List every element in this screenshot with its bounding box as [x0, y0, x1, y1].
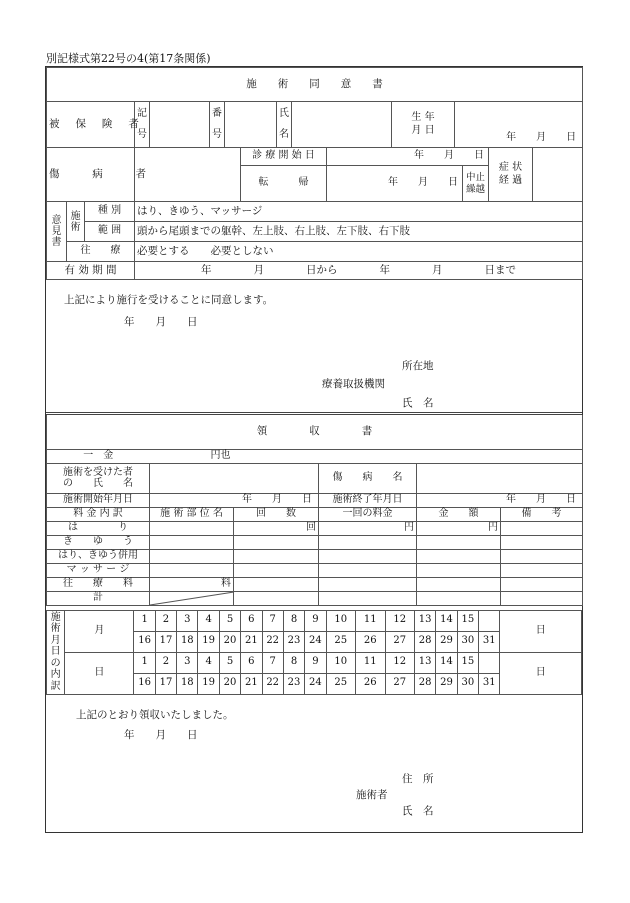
- day-cell[interactable]: 10: [326, 610, 355, 631]
- day-cell[interactable]: 23: [283, 631, 304, 652]
- location-label: 所在地: [402, 360, 434, 372]
- fee-unit-field[interactable]: [319, 549, 417, 563]
- day-cell-empty[interactable]: [479, 610, 500, 631]
- day-cell[interactable]: 18: [177, 631, 198, 652]
- day-cell[interactable]: 19: [198, 631, 219, 652]
- fee-amount-field[interactable]: [417, 549, 501, 563]
- day-cell[interactable]: 28: [415, 631, 436, 652]
- transfer-date-field[interactable]: 年 月 日: [327, 166, 463, 202]
- consent-sign-name: 氏 名: [402, 397, 434, 409]
- breakdown-row: [47, 610, 582, 631]
- fee-count-field[interactable]: [234, 535, 319, 549]
- day-cell[interactable]: 30: [457, 673, 478, 694]
- day-cell[interactable]: 16: [134, 631, 155, 652]
- fee-part-field[interactable]: [150, 535, 234, 549]
- day-cell[interactable]: 28: [415, 673, 436, 694]
- day-cell[interactable]: 1: [134, 652, 155, 673]
- bango-label: 番 号: [210, 102, 225, 148]
- day-cell[interactable]: 26: [356, 631, 385, 652]
- fee-row: [47, 521, 583, 535]
- receipt-patient-table: [46, 463, 583, 508]
- fee-amount-field[interactable]: [417, 563, 501, 577]
- receipt-head-table: [46, 415, 583, 450]
- fee-count-field[interactable]: [234, 577, 319, 591]
- fee-total-part-cell: [150, 591, 234, 605]
- exam-start-label: 診 療 開 始 日: [241, 148, 327, 166]
- fee-row-label: は り: [47, 521, 150, 535]
- valid-label: 有 効 期 間: [47, 262, 135, 280]
- day-cell[interactable]: 8: [283, 610, 304, 631]
- day-cell[interactable]: 31: [479, 631, 500, 652]
- day-label: 日: [65, 652, 134, 694]
- fee-header-part: 施 術 部 位 名: [150, 507, 234, 521]
- day-cell[interactable]: 11: [356, 610, 385, 631]
- amount-prefix: 一 金: [47, 449, 150, 463]
- form-caption: 別記様式第22号の4(第17条関係): [46, 52, 211, 65]
- opinion-table: [46, 201, 583, 262]
- fee-note-field[interactable]: [501, 577, 583, 591]
- fee-header-amount: 金 額: [417, 507, 501, 521]
- fee-row: [47, 535, 583, 549]
- day-cell[interactable]: 7: [262, 610, 283, 631]
- receipt-sign-name: 氏 名: [402, 804, 434, 817]
- fee-note-field[interactable]: [501, 521, 583, 535]
- receipt-amount-table: [46, 449, 583, 464]
- day-cell[interactable]: 25: [326, 673, 355, 694]
- day-cell[interactable]: 21: [241, 673, 262, 694]
- day-cell[interactable]: 26: [356, 673, 385, 694]
- practitioner-label: 施術者: [356, 788, 388, 801]
- day-cell[interactable]: 16: [134, 673, 155, 694]
- fee-unit-field[interactable]: [319, 577, 417, 591]
- day-cell[interactable]: 13: [415, 610, 436, 631]
- diagonal-slash: [150, 592, 234, 606]
- exam-start-field[interactable]: 年 月 日: [327, 148, 489, 166]
- fee-count-field[interactable]: [234, 563, 319, 577]
- amount-field[interactable]: [233, 449, 583, 463]
- form-sheet: [45, 66, 583, 833]
- receipt-sick-label: 傷 病 名: [319, 463, 417, 493]
- fee-total-label: 計: [47, 591, 150, 605]
- day-cell[interactable]: 31: [479, 673, 500, 694]
- institution-label: 療養取扱機関: [322, 378, 385, 390]
- valid-table: [46, 261, 583, 280]
- range-value: 頭から尾頭までの躯幹、左上肢、右上肢、左下肢、右下肢: [135, 222, 583, 242]
- day-cell[interactable]: 14: [436, 652, 457, 673]
- fee-unit-field[interactable]: [319, 591, 417, 605]
- day-cell[interactable]: 29: [436, 673, 457, 694]
- patient-name-label: 施術を受けた者 の 氏 名: [47, 463, 150, 493]
- agree-date[interactable]: 年 月 日: [124, 316, 198, 328]
- day-cell[interactable]: 22: [262, 631, 283, 652]
- fee-row: [47, 549, 583, 563]
- range-label: 範 囲: [85, 222, 135, 242]
- birth-date-field[interactable]: 年 月 日: [455, 102, 583, 148]
- fee-unit-yen[interactable]: 円: [319, 521, 417, 535]
- day-cell[interactable]: 4: [198, 652, 219, 673]
- day-cell[interactable]: 9: [305, 652, 326, 673]
- day-cell[interactable]: 2: [155, 610, 176, 631]
- day-cell[interactable]: 17: [155, 673, 176, 694]
- fee-part-field[interactable]: [150, 563, 234, 577]
- day-cell[interactable]: 3: [177, 610, 198, 631]
- day-cell[interactable]: 2: [155, 652, 176, 673]
- address-label: 住 所: [402, 772, 434, 785]
- agree-text: 上記により施行を受けることに同意します。: [64, 294, 274, 306]
- day-cell[interactable]: 24: [305, 673, 326, 694]
- day-cell[interactable]: 18: [177, 673, 198, 694]
- end-label: 施術終了年月日: [319, 493, 417, 507]
- day-cell[interactable]: 17: [155, 631, 176, 652]
- end-date-field[interactable]: 年 月 日: [417, 493, 583, 507]
- fee-count-field[interactable]: [234, 549, 319, 563]
- day-cell[interactable]: 12: [385, 610, 414, 631]
- visit-label: 往 療: [67, 242, 135, 262]
- start-date-field[interactable]: 年 月 日: [150, 493, 319, 507]
- valid-value[interactable]: 年 月 日から 年 月 日まで: [135, 262, 583, 280]
- day-cell[interactable]: 12: [385, 652, 414, 673]
- transfer-label: 転 帰: [241, 166, 327, 202]
- day-cell[interactable]: 15: [457, 652, 478, 673]
- consent-title: 施 術 同 意 書: [47, 68, 583, 102]
- fee-header-count: 回 数: [234, 507, 319, 521]
- symptom-label: 症 状 経 過: [489, 148, 533, 202]
- opinion-label: 意見書: [47, 202, 67, 262]
- patient-name-field[interactable]: [150, 463, 319, 493]
- fee-part-field[interactable]: [150, 521, 234, 535]
- fee-note-field[interactable]: [501, 535, 583, 549]
- receipt-foot: [46, 695, 582, 817]
- day-cell[interactable]: 23: [283, 673, 304, 694]
- day-cell-empty[interactable]: [479, 652, 500, 673]
- day-cell[interactable]: 29: [436, 631, 457, 652]
- insured-name-label: 氏 名: [277, 102, 292, 148]
- fee-note-field[interactable]: [501, 591, 583, 605]
- sejutsu-label: 施術: [67, 202, 85, 242]
- fee-table: [46, 507, 583, 606]
- receipt-sick-field[interactable]: [417, 463, 583, 493]
- day-cell[interactable]: 6: [241, 652, 262, 673]
- day-cell[interactable]: 27: [385, 673, 414, 694]
- bango-field[interactable]: [225, 102, 277, 148]
- sick-table: [46, 147, 583, 202]
- fee-header-breakdown: 料 金 内 訳: [47, 507, 150, 521]
- day-cell[interactable]: 5: [219, 652, 240, 673]
- visit-fee-unit: 料: [150, 577, 234, 591]
- kind-label: 種 別: [85, 202, 135, 222]
- month-total[interactable]: 日: [500, 610, 582, 652]
- day-cell[interactable]: 25: [326, 631, 355, 652]
- kind-value: はり、きゆう、マッサージ: [135, 202, 583, 222]
- day-cell[interactable]: 22: [262, 673, 283, 694]
- day-cell[interactable]: 15: [457, 610, 478, 631]
- closing-date[interactable]: 年 月 日: [124, 728, 198, 741]
- fee-row: [47, 563, 583, 577]
- day-cell[interactable]: 4: [198, 610, 219, 631]
- insured-name-field[interactable]: [292, 102, 392, 148]
- fee-count-field[interactable]: [234, 591, 319, 605]
- receipt-title: 領 収 書: [47, 415, 583, 449]
- day-cell[interactable]: 24: [305, 631, 326, 652]
- day-cell[interactable]: 8: [283, 652, 304, 673]
- day-cell[interactable]: 20: [219, 673, 240, 694]
- day-cell[interactable]: 3: [177, 652, 198, 673]
- agree-area: [46, 280, 582, 412]
- day-cell[interactable]: 5: [219, 610, 240, 631]
- breakdown-label: 施術月日の内訳: [47, 610, 65, 694]
- day-cell[interactable]: 21: [241, 631, 262, 652]
- fee-row-label: き ゆ う: [47, 535, 150, 549]
- day-cell[interactable]: 7: [262, 652, 283, 673]
- breakdown-row: [47, 652, 582, 673]
- day-cell[interactable]: 20: [219, 631, 240, 652]
- day-cell[interactable]: 1: [134, 610, 155, 631]
- consent-table: [46, 67, 583, 148]
- fee-row-label: 往 療 料: [47, 577, 150, 591]
- stop-label: 中止 繰越: [463, 166, 489, 202]
- visit-value[interactable]: 必要とする 必要としない: [135, 242, 583, 262]
- fee-row-label: はり、きゆう併用: [47, 549, 150, 563]
- fee-amount-field[interactable]: [417, 591, 501, 605]
- breakdown-table: [46, 610, 582, 695]
- kigo-field[interactable]: [150, 102, 210, 148]
- fee-header-unit: 一回の料金: [319, 507, 417, 521]
- closing-text: 上記のとおり領収いたしました。: [76, 708, 234, 721]
- day-cell[interactable]: 14: [436, 610, 457, 631]
- day-cell[interactable]: 9: [305, 610, 326, 631]
- fee-amount-field[interactable]: [417, 577, 501, 591]
- day-cell[interactable]: 11: [356, 652, 385, 673]
- fee-row-label: マ ッ サ ー ジ: [47, 563, 150, 577]
- fee-count-unit[interactable]: 回: [234, 521, 319, 535]
- day-cell[interactable]: 19: [198, 673, 219, 694]
- fee-note-field[interactable]: [501, 563, 583, 577]
- birth-label: 生 年 月 日: [392, 102, 455, 148]
- day-cell[interactable]: 6: [241, 610, 262, 631]
- sick-person-label: 傷 病 者: [47, 148, 135, 202]
- symptom-field[interactable]: [533, 148, 583, 202]
- day-total[interactable]: 日: [500, 652, 582, 694]
- day-cell[interactable]: 13: [415, 652, 436, 673]
- fee-header-note: 備 考: [501, 507, 583, 521]
- insured-label: 被 保 険 者: [47, 102, 135, 148]
- amount-suffix: 円也: [150, 449, 233, 463]
- start-label: 施術開始年月日: [47, 493, 150, 507]
- fee-unit-field[interactable]: [319, 535, 417, 549]
- day-cell[interactable]: 27: [385, 631, 414, 652]
- fee-part-field[interactable]: [150, 549, 234, 563]
- fee-amount-yen[interactable]: 円: [417, 521, 501, 535]
- fee-amount-field[interactable]: [417, 535, 501, 549]
- month-label: 月: [65, 610, 134, 652]
- fee-row: [47, 577, 583, 591]
- day-cell[interactable]: 10: [326, 652, 355, 673]
- fee-unit-field[interactable]: [319, 563, 417, 577]
- fee-note-field[interactable]: [501, 549, 583, 563]
- kigo-label: 記 号: [135, 102, 150, 148]
- fee-total-row: [47, 591, 583, 605]
- day-cell[interactable]: 30: [457, 631, 478, 652]
